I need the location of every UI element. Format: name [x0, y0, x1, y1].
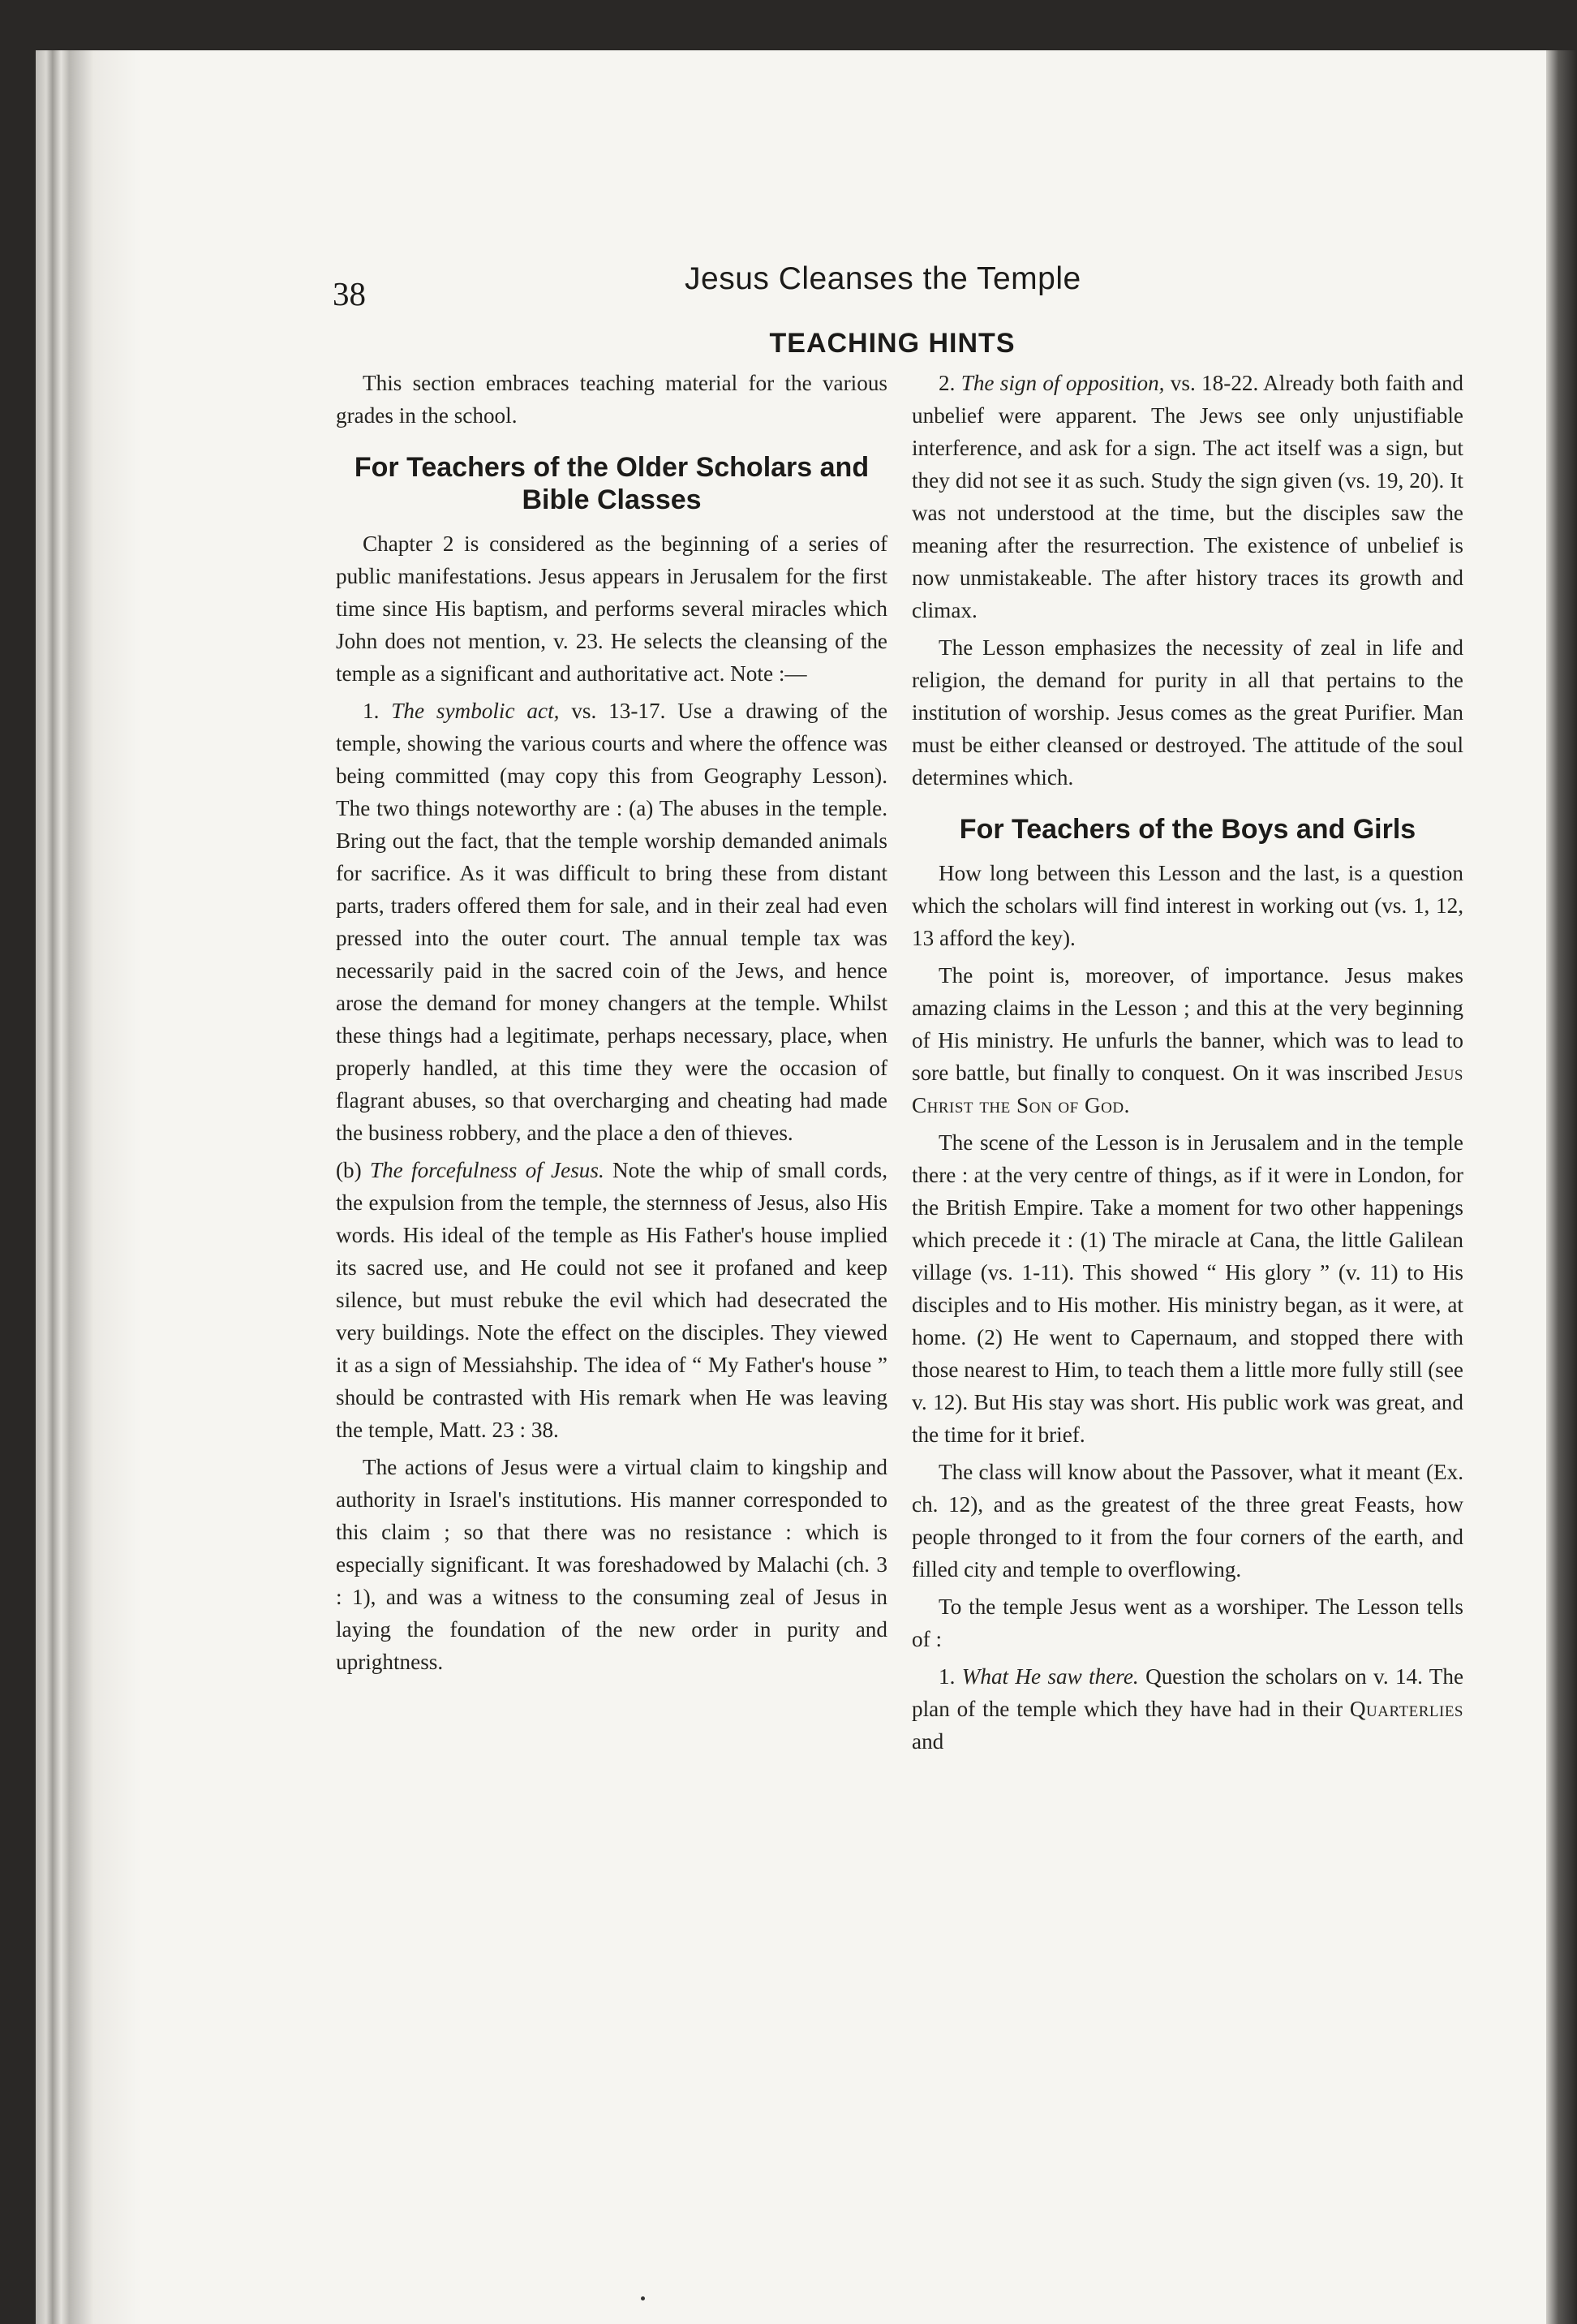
emphasis: The forcefulness of Jesus.	[369, 1158, 604, 1182]
page-number: 38	[333, 275, 366, 312]
book-gutter	[36, 50, 141, 2324]
list-number: 2.	[939, 371, 956, 395]
paragraph: To the temple Jesus went as a worshiper. The Lesson tells of :	[912, 1595, 1463, 1651]
heading-boys-girls: For Teachers of the Boys and Girls	[959, 814, 1416, 845]
paragraph-text: Note the whip of small cords, the expulsion from the temple, the sternness of Jesus, also His words. His ideal of the temple as His Father's house implied its sacred use, and He could not see it profaned and keep silence, but must rebuke the evil which had desecrated the very buildings. Note the effect on the disciples. They viewed it as a sign of Messiahship. The idea of “ My Father's house ” should be contrasted with His remark when He was leaving the temple, Matt. 23 : 38.	[336, 1158, 887, 1442]
paragraph: Chapter 2 is considered as the beginning of a series of public manifestations. Jesus appears in Jerusalem for the first time since His baptism, and performs several miracles which John does not mention, v. 23. He selects the cleansing of the temple as a significant and authoritative act. Note :—	[336, 532, 887, 686]
small-caps-text: Quarterlies	[1349, 1697, 1463, 1721]
list-number: 1.	[939, 1664, 956, 1689]
paragraph-text: and	[912, 1729, 944, 1754]
paragraph: How long between this Lesson and the last, is a question which the scholars will find interest in working out (vs. 1, 12, 13 afford the key).	[912, 861, 1463, 950]
paragraph	[912, 959, 1463, 1121]
left-column	[336, 367, 887, 1683]
emphasis: The symbolic act,	[391, 699, 560, 723]
paragraph: The actions of Jesus were a virtual claim to kingship and authority in Israel's institutions. His manner corresponded to this claim ; so that there was no resistance : which is especially significant. It was foreshadowed by Malachi (ch. 3 : 1), and was a witness to the consuming zeal of Jesus in laying the foundation of the new order in purity and uprightness.	[336, 1455, 887, 1674]
print-speck	[641, 2296, 645, 2300]
page-title: Jesus Cleanses the Temple	[685, 261, 1081, 296]
heading-older-scholars: For Teachers of the Older Scholars and Bible Classes	[354, 452, 870, 515]
paragraph-text: Question the scholars on v. 14. The plan of the temple which they have had in their	[912, 1664, 1464, 1721]
paragraph: The class will know about the Passover, what it meant (Ex. ch. 12), and as the greatest of the three great Feasts, how people thronged to it from the four corners of the earth, and filled city and temple to overflowing.	[912, 1460, 1463, 1582]
list-marker: (b)	[336, 1158, 362, 1182]
paragraph	[912, 367, 1463, 626]
running-head	[333, 261, 1533, 318]
paragraph-text: vs. 13-17. Use a drawing of the temple, showing the various courts and where the offence was being committed (may copy this from Geography Lesson). The two things noteworthy are : (a) The abuses in the temple. Bring out the fact, that the temple worship demanded animals for sacrifice. As it was difficult to bring these from distant parts, traders offered them for sale, and in their zeal had even pressed into the outer court. The annual temple tax was necessarily paid in the sacred coin of the Jews, and hence arose the demand for money changers at the temple. Whilst these things had a legitimate, perhaps necessary, place, when properly handled, at this time they were the occasion of flagrant abuses, so that overcharging and cheating had made the business robbery, and the place a den of thieves.	[336, 699, 888, 1145]
list-number: 1.	[363, 699, 380, 723]
paragraph-text: The point is, moreover, of importance. Jesus makes amazing claims in the Lesson ; and this at the very beginning of His ministry. He unfurls the banner, which was to lead to sore battle, but finally to conquest. On it was inscribed	[912, 963, 1463, 1085]
paragraph: The Lesson emphasizes the necessity of zeal in life and religion, the demand for purity in all that pertains to the institution of worship. Jesus comes as the great Purifier. Man must be either cleansed or destroyed. The attitude of the soul determines which.	[912, 635, 1463, 790]
paragraph-text: vs. 18-22. Already both faith and unbelief were apparent. The Jews see only unjustifiable interference, and ask for a sign. The act itself was a sign, but they did not see it as such. Study the sign given (vs. 19, 20). It was not understood at the time, but the disciples saw the meaning after the resurrection. The existence of unbelief is now unmistakeable. The after history traces its growth and climax.	[912, 371, 1464, 622]
page-edge	[1546, 50, 1577, 2324]
paragraph: The scene of the Lesson is in Jerusalem and in the temple there : at the very centre of things, as if it were in London, for the British Empire. Take a moment for two other happenings which precede it : (1) The miracle at Cana, the little Galilean village (vs. 1-11). This showed “ His glory ” (v. 11) to His disciples and to His mother. His ministry began, as it were, at home. (2) He went to Capernaum, and stopped there with those nearest to Him, to teach them a little more fully still (see v. 12). But His stay was short. His public work was great, and the time for it brief.	[912, 1130, 1463, 1447]
paragraph	[912, 1660, 1463, 1758]
section-heading: TEACHING HINTS	[769, 328, 1016, 359]
small-caps-text: Jesus Christ the Son of God.	[912, 1061, 1463, 1117]
right-column	[912, 367, 1463, 1762]
paragraph	[336, 1154, 887, 1446]
intro-paragraph: This section embraces teaching material for the various grades in the school.	[336, 371, 887, 428]
emphasis: What He saw there.	[961, 1664, 1139, 1689]
paragraph	[336, 695, 887, 1149]
emphasis: The sign of opposition,	[960, 371, 1165, 395]
